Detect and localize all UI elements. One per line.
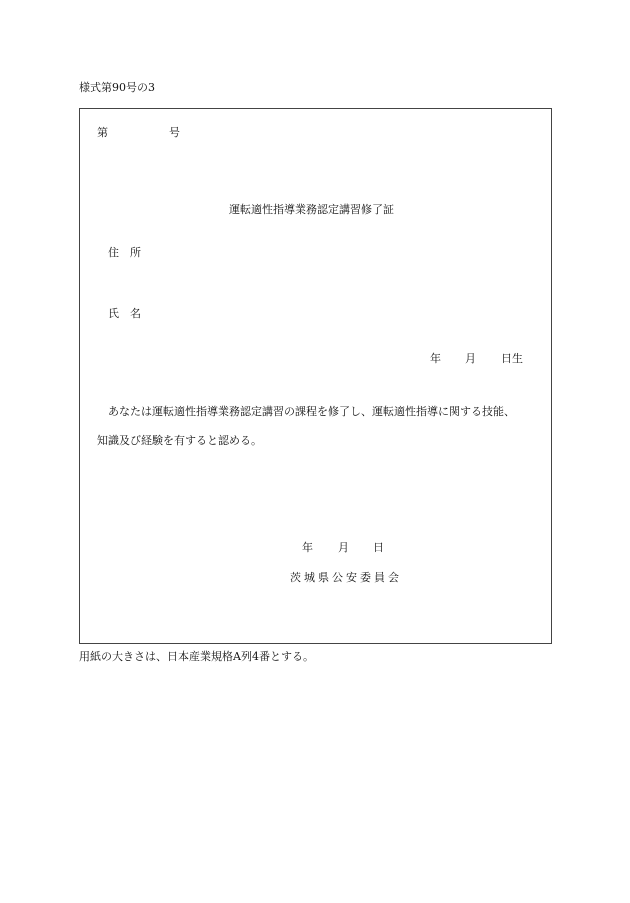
birth-day-label: 日生	[501, 352, 523, 365]
birth-year-label: 年	[430, 352, 441, 365]
birth-month-label: 月	[465, 352, 476, 365]
certificate-body-line1: あなたは運転適性指導業務認定講習の課程を修了し、運転適性指導に関する技能、	[108, 405, 515, 418]
issue-day-label: 日	[373, 541, 384, 554]
issue-year-label: 年	[302, 541, 313, 554]
paper-size-footnote: 用紙の大きさは、日本産業規格A列4番とする。	[79, 650, 314, 663]
issuer-name: 茨城県公安委員会	[290, 571, 402, 584]
name-label: 氏 名	[108, 307, 141, 320]
address-label: 住 所	[108, 246, 141, 259]
certificate-body-line2: 知識及び経験を有すると認める。	[97, 434, 262, 447]
certificate-number-suffix: 号	[169, 126, 180, 139]
certificate-title: 運転適性指導業務認定講習修了証	[229, 203, 394, 216]
issue-month-label: 月	[338, 541, 349, 554]
certificate-frame	[79, 108, 552, 644]
form-label: 様式第90号の3	[79, 81, 155, 94]
certificate-number-prefix: 第	[97, 126, 108, 139]
